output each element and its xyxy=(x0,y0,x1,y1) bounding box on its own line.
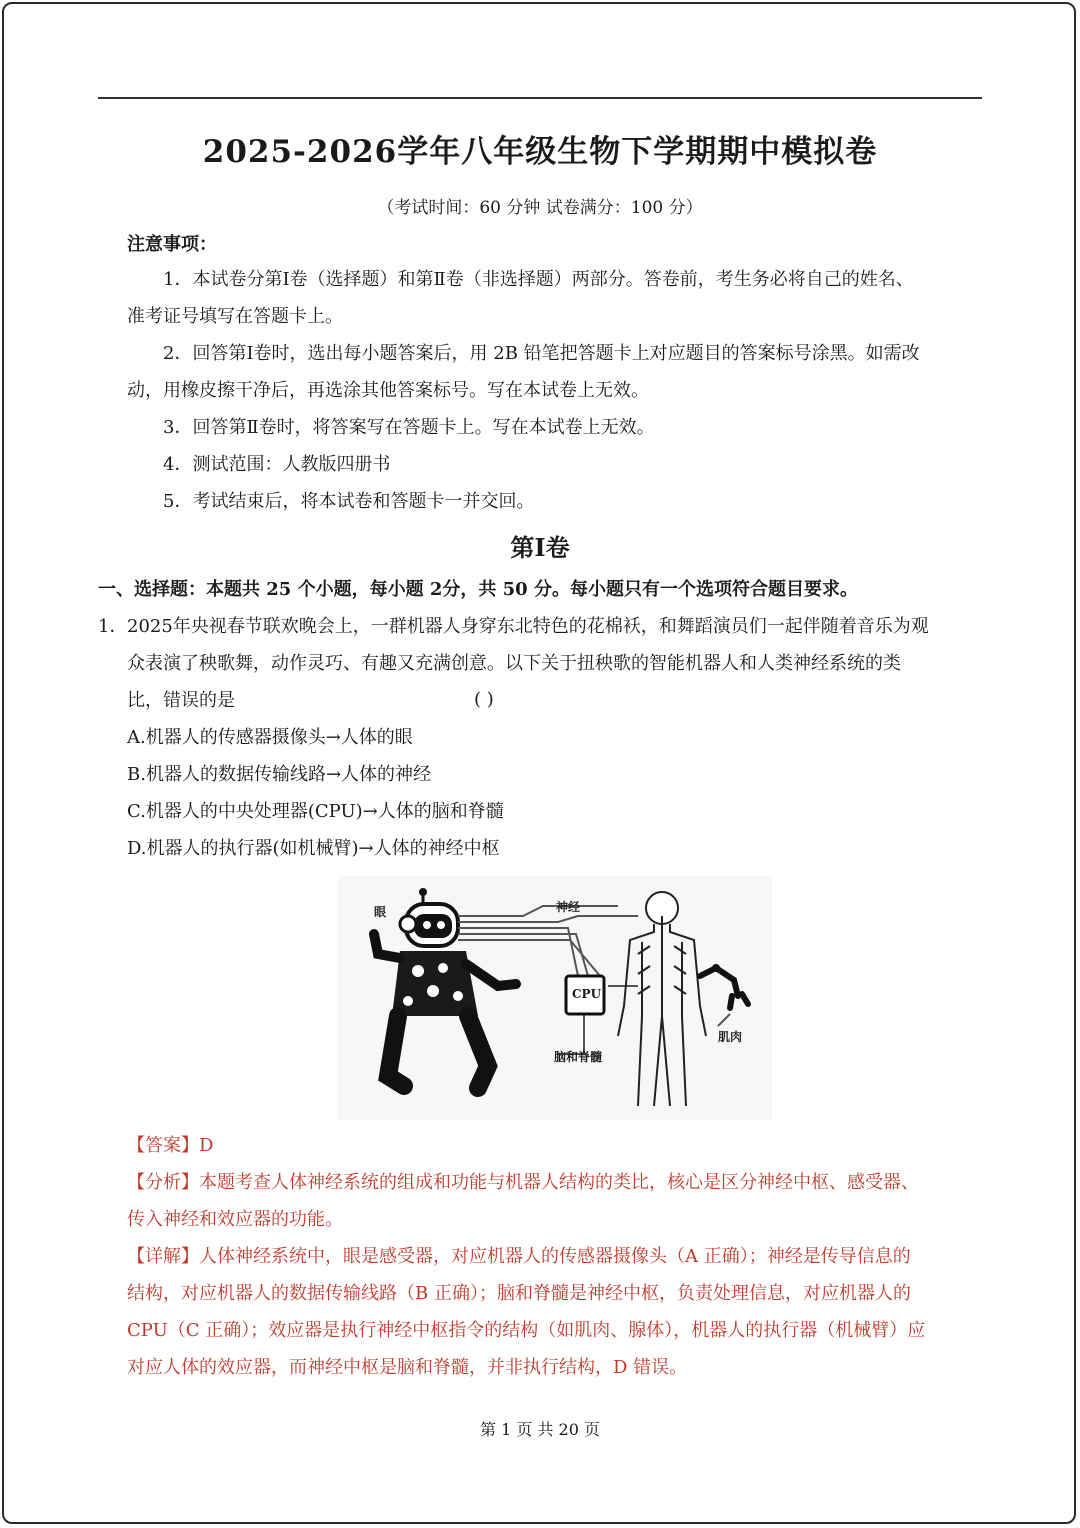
notice-line: 3．回答第Ⅱ卷时，将答案写在答题卡上。写在本试卷上无效。 xyxy=(163,417,655,438)
explanation-line: 结构，对应机器人的数据传输线路（B 正确）；脑和脊髓是神经中枢，负责处理信息，对应机器人的 xyxy=(127,1283,911,1304)
option-d: D.机器人的执行器(如机械臂)→人体的神经中枢 xyxy=(127,838,500,859)
option-a: A.机器人的传感器摄像头→人体的眼 xyxy=(127,727,413,748)
notice-line: 动，用橡皮擦干净后，再选涂其他答案标号。写在本试卷上无效。 xyxy=(127,380,649,401)
figure-label-muscle: 肌肉 xyxy=(718,1030,743,1044)
notice-line: 1．本试卷分第Ⅰ卷（选择题）和第Ⅱ卷（非选择题）两部分。答卷前，考生务必将自己的姓名、 xyxy=(163,269,914,290)
section-title: 第Ⅰ卷 xyxy=(510,533,570,562)
option-c: C.机器人的中央处理器(CPU)→人体的脑和脊髓 xyxy=(127,801,504,822)
option-b: B.机器人的数据传输线路→人体的神经 xyxy=(127,764,432,785)
question-stem-line: 众表演了秧歌舞，动作灵巧、有趣又充满创意。以下关于扭秧歌的智能机器人和人类神经系统的类 xyxy=(127,653,901,674)
robot-human-figure xyxy=(338,876,772,1120)
notice-line: 4．测试范围：人教版四册书 xyxy=(163,454,391,475)
exam-info: （考试时间：60 分钟 试卷满分：100 分） xyxy=(377,198,703,218)
question-number: 1． xyxy=(98,616,128,637)
analysis-line: 【分析】本题考查人体神经系统的组成和功能与机器人结构的类比，核心是区分神经中枢、感受器、 xyxy=(127,1172,919,1193)
notice-heading: 注意事项： xyxy=(127,234,217,255)
part-heading: 一、选择题：本题共 25 个小题，每小题 2分，共 50 分。每小题只有一个选项符合题目要求。 xyxy=(98,579,858,600)
notice-line: 2．回答第Ⅰ卷时，选出每小题答案后，用 2B 铅笔把答题卡上对应题目的答案标号涂黑。如需改 xyxy=(163,343,920,364)
notice-line: 5．考试结束后，将本试卷和答题卡一并交回。 xyxy=(163,491,535,512)
explanation-line: 对应人体的效应器，而神经中枢是脑和脊髓，并非执行结构，D 错误。 xyxy=(127,1357,688,1378)
header-rule xyxy=(98,97,982,99)
explanation-line: CPU（C 正确）；效应器是执行神经中枢指令的结构（如肌肉、腺体），机器人的执行器（机械臂）应 xyxy=(127,1320,926,1341)
notice-line: 准考证号填写在答题卡上。 xyxy=(127,306,343,327)
explanation-line: 【详解】人体神经系统中，眼是感受器，对应机器人的传感器摄像头（A 正确）；神经是传导信息的 xyxy=(127,1246,911,1267)
robot-illustration xyxy=(374,888,516,1088)
figure-label-eye: 眼 xyxy=(374,905,387,919)
figure-label-nerve: 神经 xyxy=(556,900,581,914)
answer-line: 【答案】D xyxy=(127,1135,214,1156)
figure-label-brain: 脑和脊髓 xyxy=(554,1050,603,1064)
question-stem-line: 比，错误的是 xyxy=(127,690,235,711)
question-stem-line: 2025年央视春节联欢晚会上，一群机器人身穿东北特色的花棉袄，和舞蹈演员们一起伴随着音乐为观 xyxy=(127,616,929,637)
page-title: 2025-2026学年八年级生物下学期期中模拟卷 xyxy=(202,134,878,170)
page-footer: 第 1 页 共 20 页 xyxy=(480,1420,600,1439)
human-nervous-system xyxy=(618,892,706,1106)
analysis-line: 传入神经和效应器的功能。 xyxy=(127,1209,343,1230)
figure-label-cpu: CPU xyxy=(572,987,602,1001)
answer-bracket: ( ) xyxy=(474,689,494,710)
